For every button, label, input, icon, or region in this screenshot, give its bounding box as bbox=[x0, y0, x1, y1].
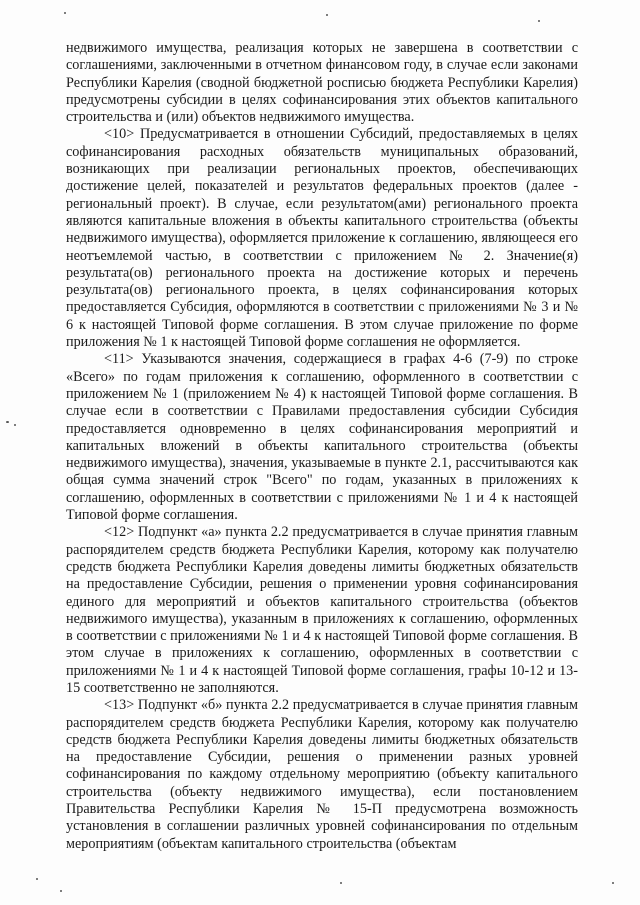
scan-speck bbox=[64, 12, 66, 14]
scan-speck bbox=[6, 421, 9, 423]
scan-speck bbox=[538, 20, 540, 22]
scan-speck bbox=[326, 14, 328, 16]
footnote-13: <13> Подпункт «б» пункта 2.2 предусматривается в случае принятия главным распорядителем средств бюджета Республики Карелия, которому как получателю средств бюджета Республики Карелия доведены лимиты бюджетных обязательств на предоставление Субсидии, решения о применении разных уровней софинансирования по каждому отдельному мероприятию (объекту капитального строительства (объекту недвижимого имущества), если постановлением Правительства Республики Карелия № 15-П предусмотрена возможность установления в соглашении различных уровней софинансирования по отдельным мероприятиям (объектам капитального строительства (объектам bbox=[66, 697, 578, 852]
footnote-10: <10> Предусматривается в отношении Субсидий, предоставляемых в целях софинансирования расходных обязательств муниципальных образований, возникающих при реализации региональных проектов, обеспечивающих достижение целей, показателей и результатов федеральных проектов (далее - региональный проект). В случае, если результатом(ами) регионального проекта являются капитальные вложения в объекты капитального строительства (объекты недвижимого имущества), оформляется приложение к соглашению, являющееся его неотъемлемой частью, в соответствии с приложением № 2. Значение(я) результата(ов) регионального проекта на достижение которых и перечень результата(ов) регионального проекта, в целях софинансирования которых предоставляется Субсидия, оформляются в соответствии с приложениями № 3 и № 6 к настоящей Типовой форме соглашения. В этом случае приложение по форме приложения № 1 к настоящей Типовой форме соглашения не оформляется. bbox=[66, 126, 578, 351]
scan-speck bbox=[36, 878, 38, 880]
scan-speck bbox=[340, 882, 342, 884]
scan-speck bbox=[14, 424, 16, 426]
paragraph-continuation: недвижимого имущества, реализация которых не завершена в соответствии с соглашениями, заключенными в отчетном финансовом году, в случае если законами Республики Карелия (сводной бюджетной росписью бюджета Республики Карелия) предусмотрены субсидии в целях софинансирования этих объектов капитального строительства и (или) объектов недвижимого имущества. bbox=[66, 40, 578, 126]
scan-speck bbox=[612, 882, 614, 884]
footnote-12: <12> Подпункт «а» пункта 2.2 предусматривается в случае принятия главным распорядителем средств бюджета Республики Карелия, которому как получателю средств бюджета Республики Карелия доведены лимиты бюджетных обязательств на предоставление Субсидии, решения о применении уровня софинансирования единого для мероприятий и объектов капитального строительства (объектов недвижимого имущества), указанным в приложениях к соглашению, оформленных в соответствии с приложениями № 1 и 4 к настоящей Типовой форме соглашения. В этом случае в приложениях к соглашению, оформленных в соответствии с приложениями № 1 и 4 к настоящей Типовой форме соглашения, графы 10-12 и 13-15 соответственно не заполняются. bbox=[66, 524, 578, 696]
footnote-11: <11> Указываются значения, содержащиеся в графах 4-6 (7-9) по строке «Всего» по годам приложения к соглашению, оформленного в соответствии с приложением № 1 (приложением № 4) к настоящей Типовой форме соглашения. В случае если в соответствии с Правилами предоставления субсидии Субсидия предоставляется одновременно в целях софинансирования мероприятий и капитальных вложений в объекты капитального строительства (объекты недвижимого имущества), значения, указываемые в пункте 2.1, рассчитываются как общая сумма значений строк "Всего" по годам, указанных в приложениях к соглашению, оформленных в соответствии с приложениями № 1 и 4 к настоящей Типовой форме соглашения. bbox=[66, 351, 578, 524]
scan-speck bbox=[60, 890, 62, 892]
document-body bbox=[66, 40, 578, 853]
